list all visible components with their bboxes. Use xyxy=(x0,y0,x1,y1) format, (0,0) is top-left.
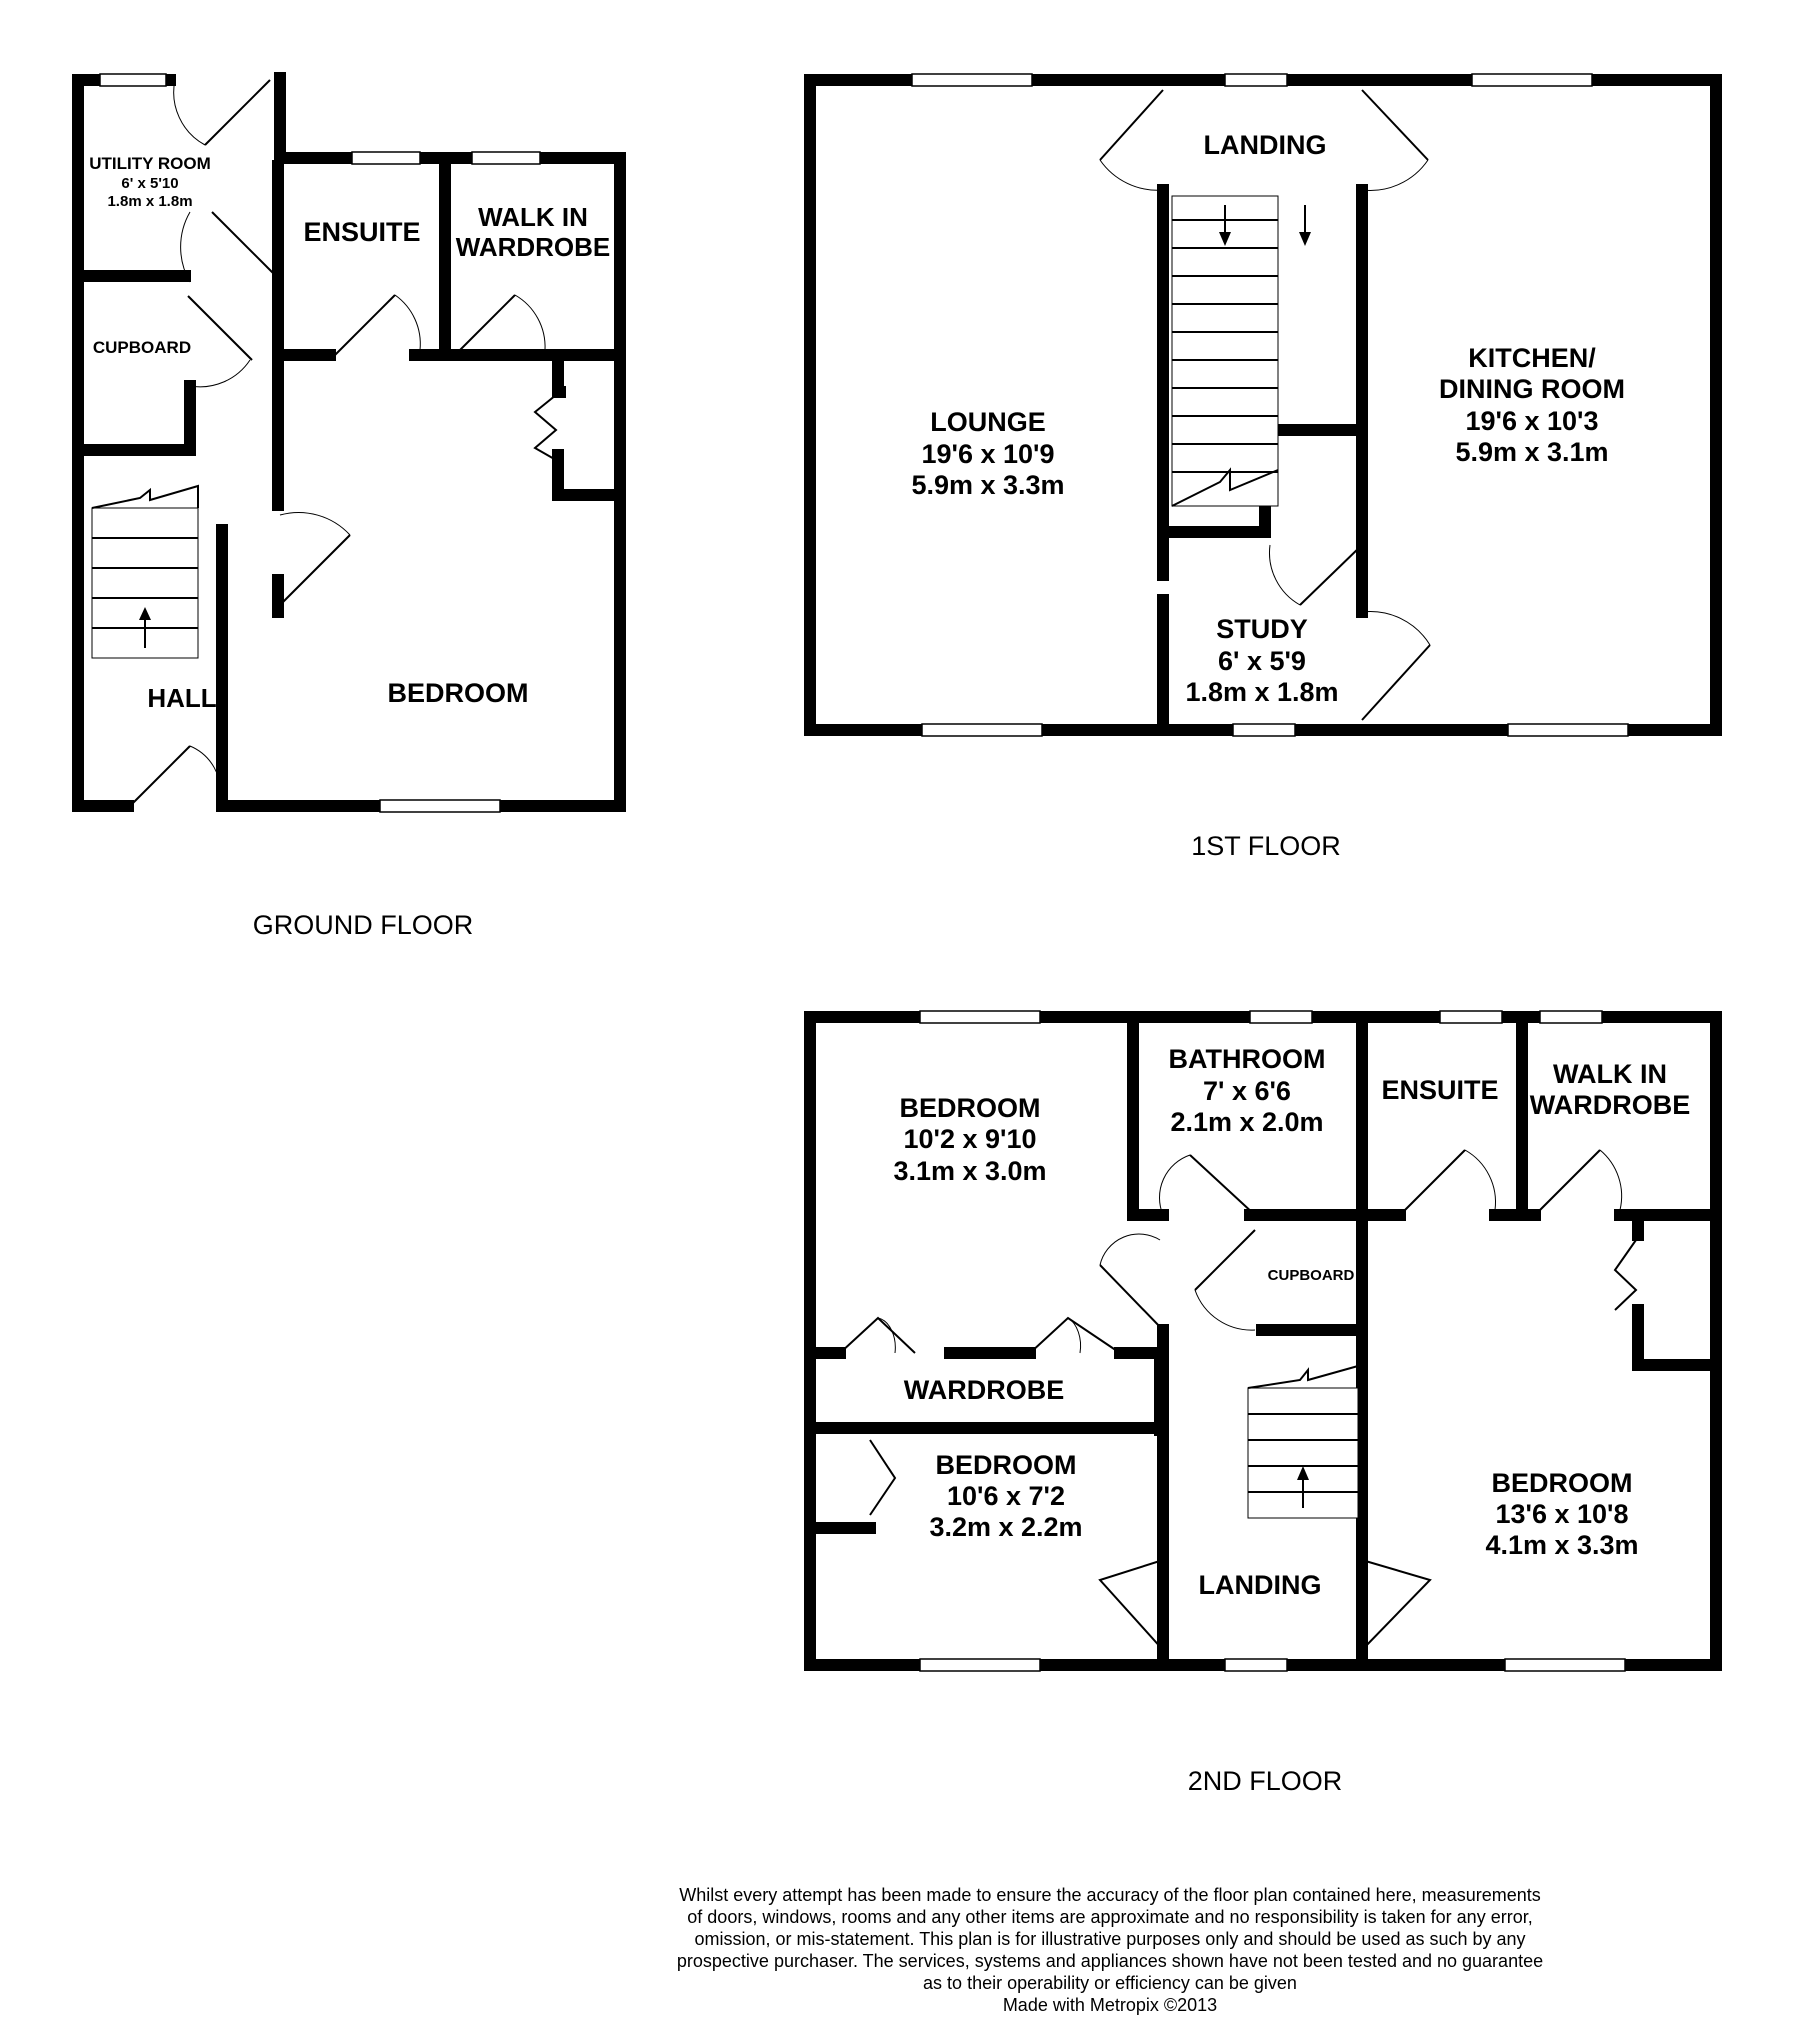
bedroom3-metric: 4.1m x 3.3m xyxy=(1485,1530,1639,1560)
utility-room-imperial: 6' x 5'10 xyxy=(121,175,179,192)
bedroom2-metric: 3.2m x 2.2m xyxy=(929,1512,1083,1542)
second-floor-plan xyxy=(810,1011,1716,1796)
disclaimer-line-3: omission, or mis-statement. This plan is for illustrative purposes only and should be used as such by any xyxy=(694,1929,1526,1949)
disclaimer xyxy=(677,1885,1543,2015)
ensuite-label: ENSUITE xyxy=(303,217,421,247)
disclaimer-line-2: of doors, windows, rooms and any other items are approximate and no responsibility is taken for any error, xyxy=(687,1907,1533,1927)
first-floor-title: 1ST FLOOR xyxy=(1191,831,1341,861)
disclaimer-line-1: Whilst every attempt has been made to ensure the accuracy of the floor plan contained here, measurements xyxy=(679,1885,1541,1905)
disclaimer-credit: Made with Metropix ©2013 xyxy=(1002,1995,1218,2015)
lounge-name: LOUNGE xyxy=(930,407,1046,437)
walkin-line1: WALK IN xyxy=(1553,1059,1667,1089)
walkin-line1: WALK IN xyxy=(478,202,588,232)
disclaimer-line-4: prospective purchaser. The services, systems and appliances shown have not been tested and no guarantee xyxy=(676,1951,1544,1971)
kitchen-line1: KITCHEN/ xyxy=(1468,343,1596,373)
landing-label: LANDING xyxy=(1203,130,1327,160)
walkin-line2: WARDROBE xyxy=(1529,1090,1691,1120)
second-floor-title: 2ND FLOOR xyxy=(1187,1766,1343,1796)
kitchen-imperial: 19'6 x 10'3 xyxy=(1465,406,1599,436)
utility-room-metric: 1.8m x 1.8m xyxy=(107,193,193,210)
ground-floor-plan xyxy=(78,74,620,940)
landing-label: LANDING xyxy=(1198,1570,1322,1600)
first-floor-stairs xyxy=(1172,196,1311,506)
walkin-line2: WARDROBE xyxy=(455,232,611,262)
study-name: STUDY xyxy=(1216,614,1308,644)
bedroom3-name: BEDROOM xyxy=(1491,1468,1633,1498)
first-floor-plan xyxy=(810,74,1716,861)
bedroom2-imperial: 10'6 x 7'2 xyxy=(947,1481,1065,1511)
hall-label: HALL xyxy=(147,683,217,713)
ensuite-label: ENSUITE xyxy=(1381,1075,1499,1105)
study-imperial: 6' x 5'9 xyxy=(1218,646,1306,676)
bedroom1-name: BEDROOM xyxy=(899,1093,1041,1123)
bedroom2-name: BEDROOM xyxy=(935,1450,1077,1480)
kitchen-line2: DINING ROOM xyxy=(1439,374,1625,404)
study-metric: 1.8m x 1.8m xyxy=(1185,677,1339,707)
bedroom-label: BEDROOM xyxy=(387,678,529,708)
bedroom1-metric: 3.1m x 3.0m xyxy=(893,1156,1047,1186)
bedroom1-imperial: 10'2 x 9'10 xyxy=(903,1124,1037,1154)
disclaimer-line-5: as to their operability or efficiency can be given xyxy=(923,1973,1297,1993)
bathroom-metric: 2.1m x 2.0m xyxy=(1170,1107,1324,1137)
bedroom3-imperial: 13'6 x 10'8 xyxy=(1495,1499,1629,1529)
bathroom-imperial: 7' x 6'6 xyxy=(1203,1076,1291,1106)
wardrobe-label: WARDROBE xyxy=(903,1375,1065,1405)
ground-floor-stairs xyxy=(92,486,198,658)
ground-floor-title: GROUND FLOOR xyxy=(252,910,474,940)
lounge-imperial: 19'6 x 10'9 xyxy=(921,439,1055,469)
cupboard-label: CUPBOARD xyxy=(92,338,192,357)
cupboard-label: CUPBOARD xyxy=(1267,1267,1355,1284)
lounge-metric: 5.9m x 3.3m xyxy=(911,470,1065,500)
second-floor-stairs xyxy=(1248,1366,1358,1518)
utility-room-name: UTILITY ROOM xyxy=(89,154,211,173)
kitchen-metric: 5.9m x 3.1m xyxy=(1455,437,1609,467)
bathroom-name: BATHROOM xyxy=(1168,1044,1326,1074)
